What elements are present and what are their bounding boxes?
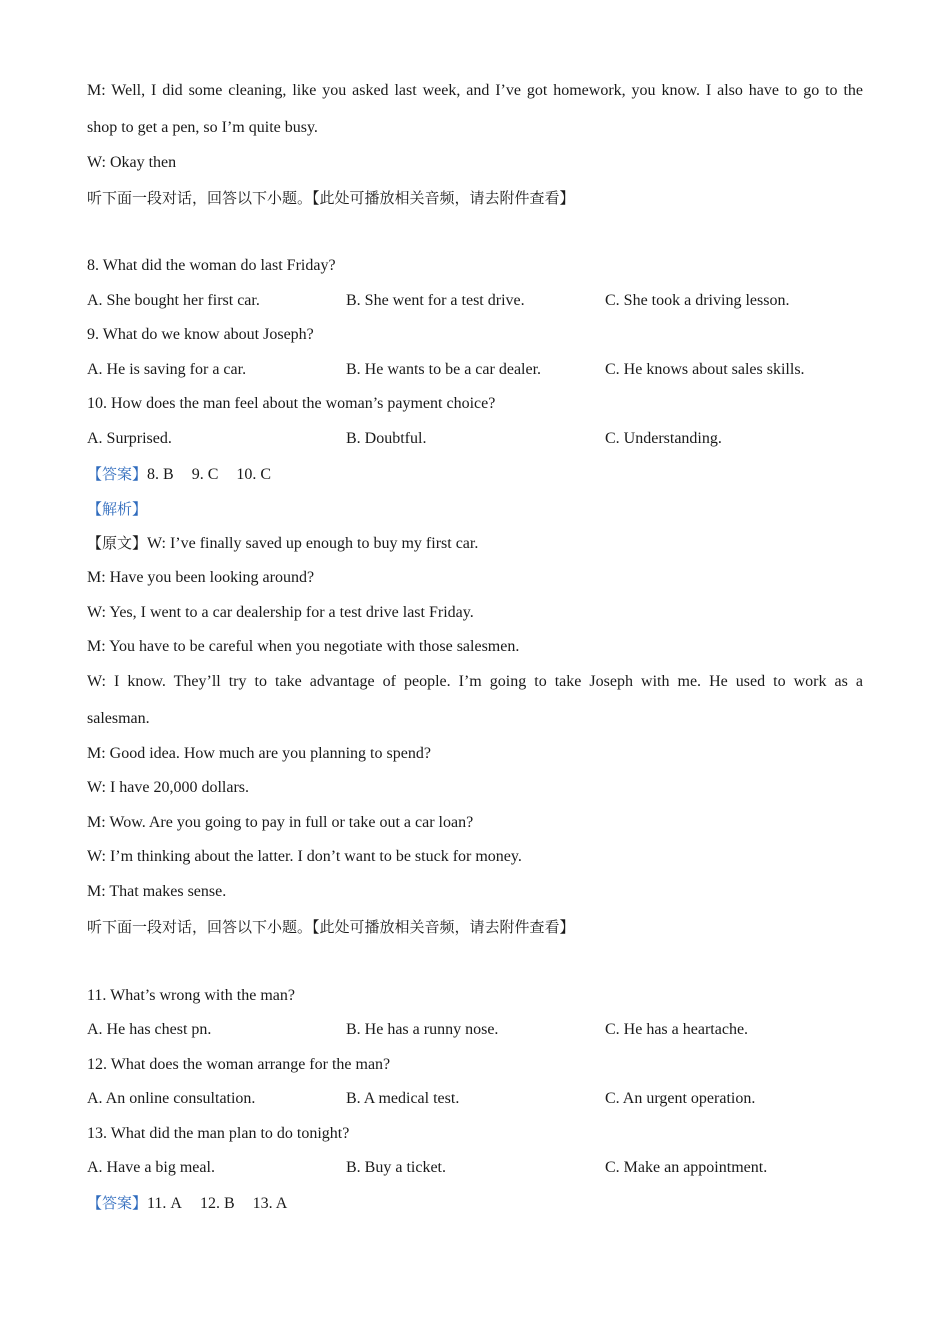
dialogue-line: W: I know. They’ll try to take advantage of people. I’m going to take Joseph with me. He used to work as a bbox=[87, 673, 863, 690]
answer-item: 13. A bbox=[252, 1195, 288, 1212]
option-a: A. He has chest pn. bbox=[87, 1021, 212, 1038]
option-a: A. She bought her first car. bbox=[87, 292, 260, 309]
option-c: C. Understanding. bbox=[605, 430, 722, 447]
listening-instruction: 听下面一段对话，回答以下小题。【此处可播放相关音频，请去附件查看】 bbox=[87, 189, 575, 207]
dialogue-line: W: I’m thinking about the latter. I don’t want to be stuck for money. bbox=[87, 848, 522, 865]
option-b: B. She went for a test drive. bbox=[346, 292, 525, 309]
option-b: B. He has a runny nose. bbox=[346, 1021, 499, 1038]
option-c: C. She took a driving lesson. bbox=[605, 292, 790, 309]
answer-line bbox=[87, 1193, 287, 1214]
question-9: 9. What do we know about Joseph? bbox=[87, 326, 314, 343]
dialogue-line: W: Yes, I went to a car dealership for a test drive last Friday. bbox=[87, 604, 474, 621]
dialogue-line: M: Wow. Are you going to pay in full or take out a car loan? bbox=[87, 814, 474, 831]
option-c: C. He knows about sales skills. bbox=[605, 361, 805, 378]
answer-line bbox=[87, 464, 271, 485]
dialogue-line: M: Well, I did some cleaning, like you asked last week, and I’ve got homework, you know. I also have to go to the bbox=[87, 82, 863, 99]
option-a: A. He is saving for a car. bbox=[87, 361, 247, 378]
listening-instruction: 听下面一段对话，回答以下小题。【此处可播放相关音频，请去附件查看】 bbox=[87, 918, 575, 936]
dialogue-line: M: That makes sense. bbox=[87, 883, 227, 900]
question-8: 8. What did the woman do last Friday? bbox=[87, 257, 336, 274]
option-b: B. Doubtful. bbox=[346, 430, 427, 447]
question-11: 11. What’s wrong with the man? bbox=[87, 987, 295, 1004]
dialogue-line: W: Okay then bbox=[87, 154, 177, 171]
original-label: 【原文】 bbox=[87, 534, 148, 552]
answer-label: 【答案】 bbox=[87, 1194, 148, 1212]
analysis-label: 【解析】 bbox=[87, 500, 148, 518]
question-13: 13. What did the man plan to do tonight? bbox=[87, 1125, 350, 1142]
option-a: A. Surprised. bbox=[87, 430, 172, 447]
dialogue-line: salesman. bbox=[87, 710, 150, 727]
answer-item: 9. C bbox=[191, 466, 219, 483]
answer-item: 12. B bbox=[199, 1195, 235, 1212]
option-a: A. An online consultation. bbox=[87, 1090, 256, 1107]
answer-item: 8. B bbox=[147, 466, 174, 483]
option-b: B. Buy a ticket. bbox=[346, 1159, 446, 1176]
dialogue-line bbox=[87, 533, 478, 554]
answer-item: 10. C bbox=[236, 466, 272, 483]
answer-item: 11. A bbox=[147, 1195, 182, 1212]
dialogue-line: M: You have to be careful when you negotiate with those salesmen. bbox=[87, 638, 520, 655]
option-b: B. He wants to be a car dealer. bbox=[346, 361, 542, 378]
dialogue-line: shop to get a pen, so I’m quite busy. bbox=[87, 119, 318, 136]
answer-label: 【答案】 bbox=[87, 465, 148, 483]
option-c: C. An urgent operation. bbox=[605, 1090, 756, 1107]
dialogue-line: W: I have 20,000 dollars. bbox=[87, 779, 250, 796]
question-12: 12. What does the woman arrange for the man? bbox=[87, 1056, 391, 1073]
option-a: A. Have a big meal. bbox=[87, 1159, 215, 1176]
dialogue-line: M: Have you been looking around? bbox=[87, 569, 315, 586]
dialogue-line: M: Good idea. How much are you planning to spend? bbox=[87, 745, 431, 762]
option-c: C. He has a heartache. bbox=[605, 1021, 749, 1038]
question-10: 10. How does the man feel about the woman’s payment choice? bbox=[87, 395, 496, 412]
option-c: C. Make an appointment. bbox=[605, 1159, 768, 1176]
dialogue-text: W: I’ve finally saved up enough to buy my first car. bbox=[147, 535, 479, 552]
option-b: B. A medical test. bbox=[346, 1090, 460, 1107]
